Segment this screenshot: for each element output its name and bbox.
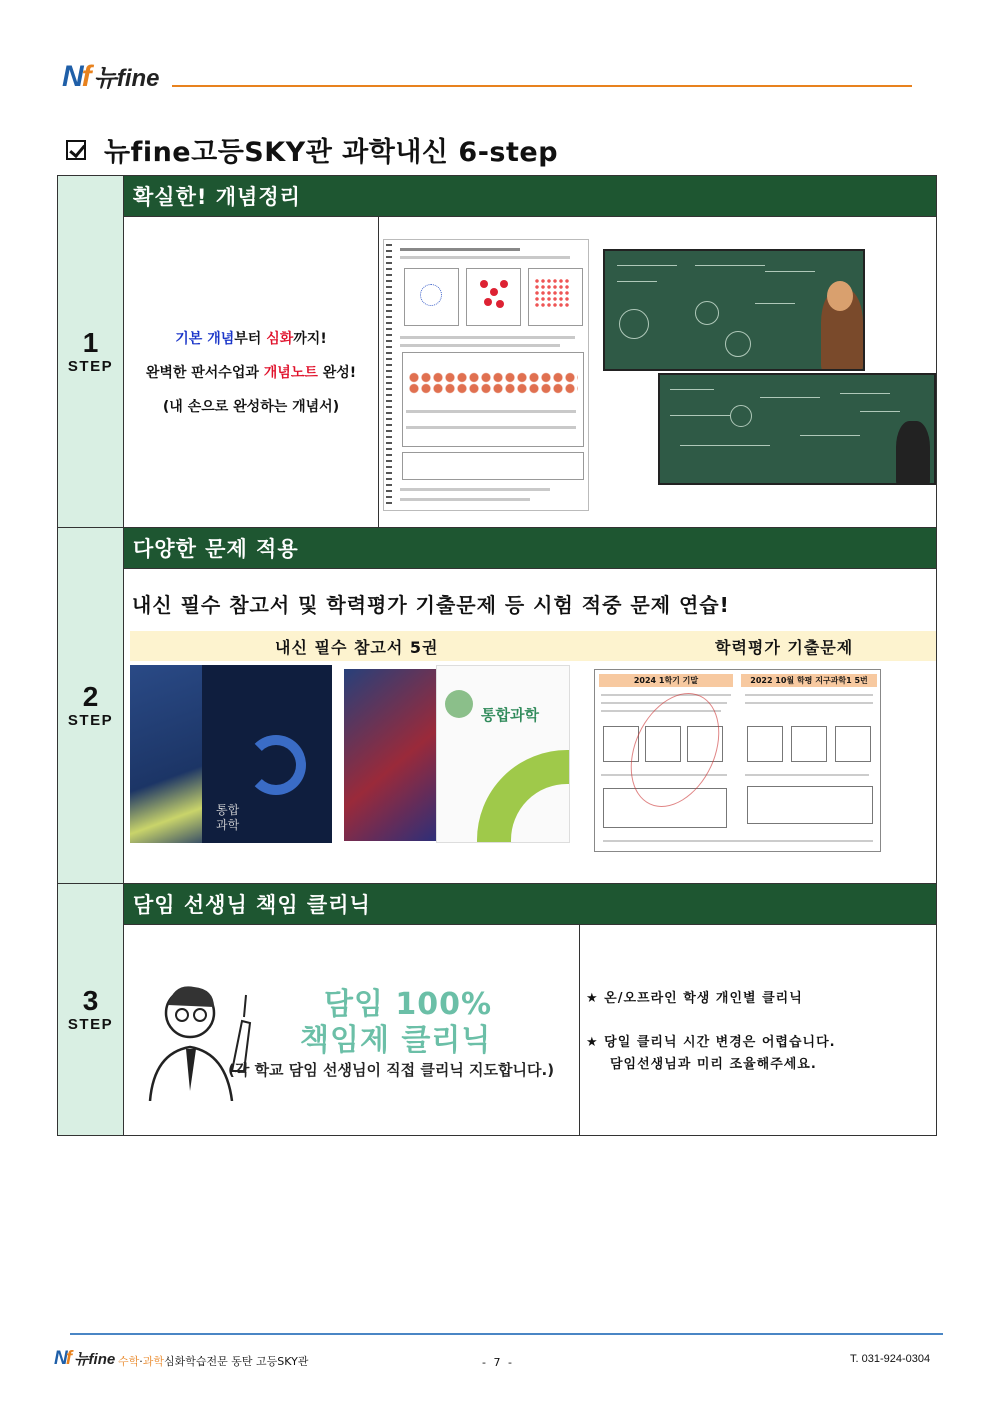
- step2-caption-bar: [130, 631, 936, 661]
- exam-tag: 2022 10월 학평 지구과학1 5번: [741, 674, 877, 687]
- step-label: STEP: [67, 712, 114, 729]
- section-heading: 다양한 문제 적용: [124, 528, 936, 569]
- footer-rule: [70, 1333, 943, 1335]
- step-number: 1: [82, 327, 99, 358]
- promo-headline-2: 책임제 클리닉: [300, 1023, 492, 1058]
- reference-book-cover-2: [202, 665, 332, 843]
- blackboard-photo-2: [658, 373, 936, 485]
- book-title: 통합 과학: [216, 803, 240, 832]
- logo-text: 뉴fine: [93, 65, 160, 92]
- reference-books-caption: 내신 필수 참고서 5권: [275, 638, 439, 657]
- teacher-illustration: [144, 971, 274, 1101]
- concept-notebook-image: [383, 239, 589, 511]
- reference-book-cover-4: [436, 665, 570, 843]
- document-title-text: 뉴fine고등SKY관 과학내신 6-step: [104, 137, 559, 168]
- document-title: [66, 130, 558, 169]
- step1-text: [124, 217, 379, 527]
- clinic-note-1: ★ 온/오프라인 학생 개인별 클리닉: [586, 991, 803, 1006]
- brand-logo: [62, 58, 160, 94]
- step-body-3: [124, 884, 936, 1135]
- step1-images: [379, 217, 936, 527]
- footer-logo: [54, 1348, 115, 1370]
- promo-headline-1: 담임 100%: [324, 987, 493, 1022]
- step-row-3: [58, 884, 936, 1135]
- logo-f-mark: f: [65, 1348, 73, 1369]
- text-plain: 부터: [234, 331, 267, 347]
- clinic-note-2: ★ 당일 클리닉 시간 변경은 어렵습니다.: [586, 1035, 836, 1050]
- step1-line-3: (내 손으로 완성하는 개념서): [162, 399, 340, 415]
- logo-f-mark: f: [81, 60, 92, 93]
- step-label: STEP: [67, 358, 114, 375]
- step-cell-2: [58, 528, 124, 883]
- footer-subject-science: 과학: [142, 1355, 165, 1368]
- text-plain: 완벽한 판서수업과: [145, 365, 264, 381]
- step1-line-1: [175, 328, 326, 348]
- step-cell-1: [58, 176, 124, 527]
- blackboard-photo-1: [603, 249, 865, 371]
- past-exams-caption: 학력평가 기출문제: [715, 638, 854, 657]
- text-blue: 개념: [202, 331, 235, 347]
- step-body-2: [124, 528, 936, 883]
- book-title: 통합과학: [481, 706, 539, 724]
- logo-text: 뉴fine: [74, 1351, 116, 1368]
- step1-line-2: [146, 362, 356, 382]
- step-row-2: [58, 528, 936, 884]
- text-red: 개념노트: [263, 365, 318, 381]
- clinic-note-2-cont: 담임선생님과 미리 조율해주세요.: [610, 1057, 817, 1072]
- step-row-1: [58, 176, 936, 528]
- step2-lead-text: 내신 필수 참고서 및 학력평가 기출문제 등 시험 적중 문제 연습!: [132, 593, 730, 617]
- clinic-promo: [124, 925, 580, 1135]
- footer-phone: T. 031-924-0304: [850, 1353, 931, 1365]
- text-plain: 까지!: [293, 331, 327, 347]
- text-plain: 완성!: [317, 365, 357, 381]
- step3-content: [124, 925, 936, 1135]
- step-number: 2: [82, 681, 99, 712]
- step-label: STEP: [67, 1016, 114, 1033]
- checkbox-icon: [66, 140, 86, 160]
- logo-n-mark: N: [54, 1348, 66, 1369]
- text-blue: 기본: [175, 331, 203, 347]
- section-heading: 담임 선생님 책임 클리닉: [124, 884, 936, 925]
- header-rule: [172, 85, 912, 87]
- footer-subject-math: 수학: [118, 1355, 140, 1368]
- logo-n-mark: N: [62, 60, 82, 93]
- step1-content: [124, 217, 936, 527]
- page-number: - 7 -: [482, 1356, 514, 1369]
- step-cell-3: [58, 884, 124, 1135]
- step-number: 3: [82, 985, 99, 1016]
- step2-content: [124, 569, 936, 883]
- footer-tagline: [118, 1353, 308, 1369]
- reference-book-cover-3: [344, 669, 440, 841]
- section-heading: 확실한! 개념정리: [124, 176, 936, 217]
- promo-subtext: (각 학교 담임 선생님이 직접 클리닉 지도합니다.): [228, 1061, 555, 1079]
- footer-dot: ·: [139, 1355, 143, 1368]
- clinic-notes: [580, 925, 936, 1135]
- steps-table: [57, 175, 937, 1136]
- exam-tag: 2024 1학기 기말: [599, 674, 733, 687]
- past-exam-sheet: [594, 669, 881, 852]
- footer-tagline-rest: 심화학습전문 동탄 고등SKY관: [164, 1355, 309, 1368]
- step-body-1: [124, 176, 936, 527]
- text-red: 심화: [266, 331, 294, 347]
